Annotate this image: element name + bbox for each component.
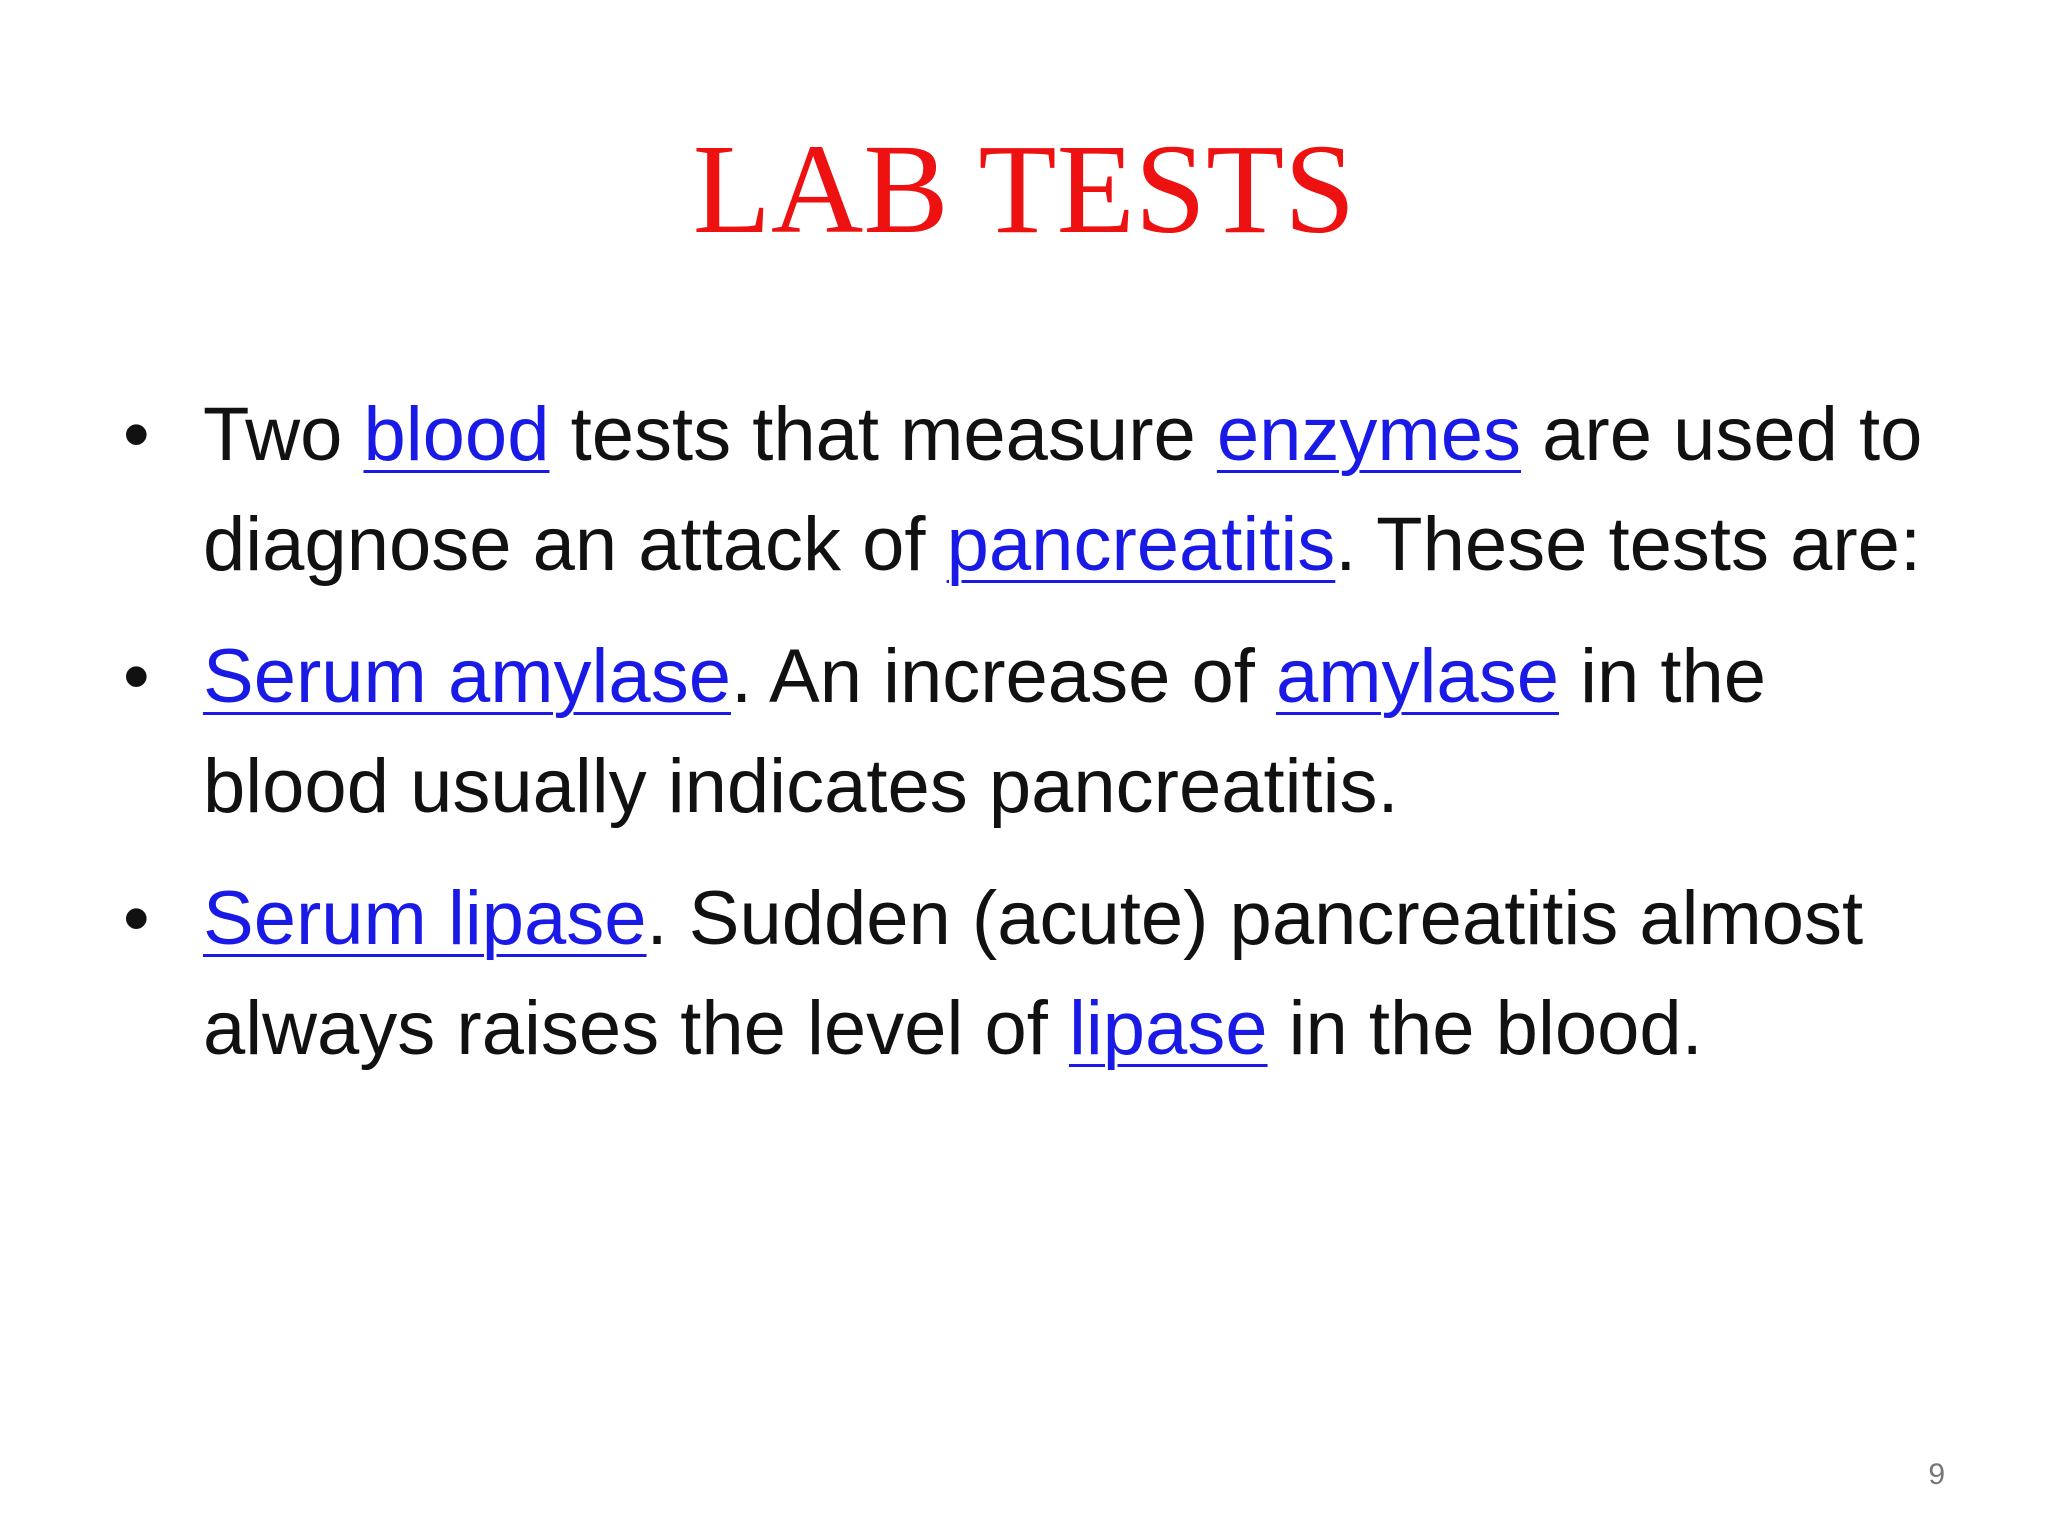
text-segment: . An increase of <box>730 634 1276 719</box>
text-segment: in the blood. <box>1267 986 1703 1071</box>
text-segment: . These tests are: <box>1335 502 1922 587</box>
link-lipase[interactable]: lipase <box>1068 986 1268 1071</box>
bullet-item <box>123 864 1943 1084</box>
bullet-item <box>123 380 1943 600</box>
text-segment: Two <box>203 392 364 477</box>
page-number: 9 <box>1928 1458 1945 1491</box>
link-blood[interactable]: blood <box>363 392 550 477</box>
text-segment: . Sudden (acute) pancreatitis almost always raises the level of <box>203 876 1864 1071</box>
link-amylase[interactable]: amylase <box>1275 634 1559 719</box>
bullet-text <box>203 634 1766 829</box>
link-pancreatitis[interactable]: pancreatitis <box>946 502 1336 587</box>
bullet-marker-icon: • <box>123 392 150 477</box>
text-segment: tests that measure <box>549 392 1217 477</box>
link-enzymes[interactable]: enzymes <box>1216 392 1522 477</box>
text-segment: are used to diagnose an attack of <box>203 392 1923 587</box>
bullet-item <box>123 622 1943 842</box>
link-serum-lipase[interactable]: Serum lipase <box>203 876 647 961</box>
bullet-list <box>123 380 1943 1106</box>
bullet-marker-icon: • <box>123 876 150 961</box>
bullet-marker-icon: • <box>123 634 150 719</box>
text-segment: in the blood usually indicates pancreatitis. <box>203 634 1767 829</box>
bullet-text <box>203 876 1863 1071</box>
slide-title: LAB TESTS <box>692 118 1356 260</box>
bullet-text <box>203 392 1922 587</box>
link-serum-amylase[interactable]: Serum amylase <box>203 634 731 719</box>
